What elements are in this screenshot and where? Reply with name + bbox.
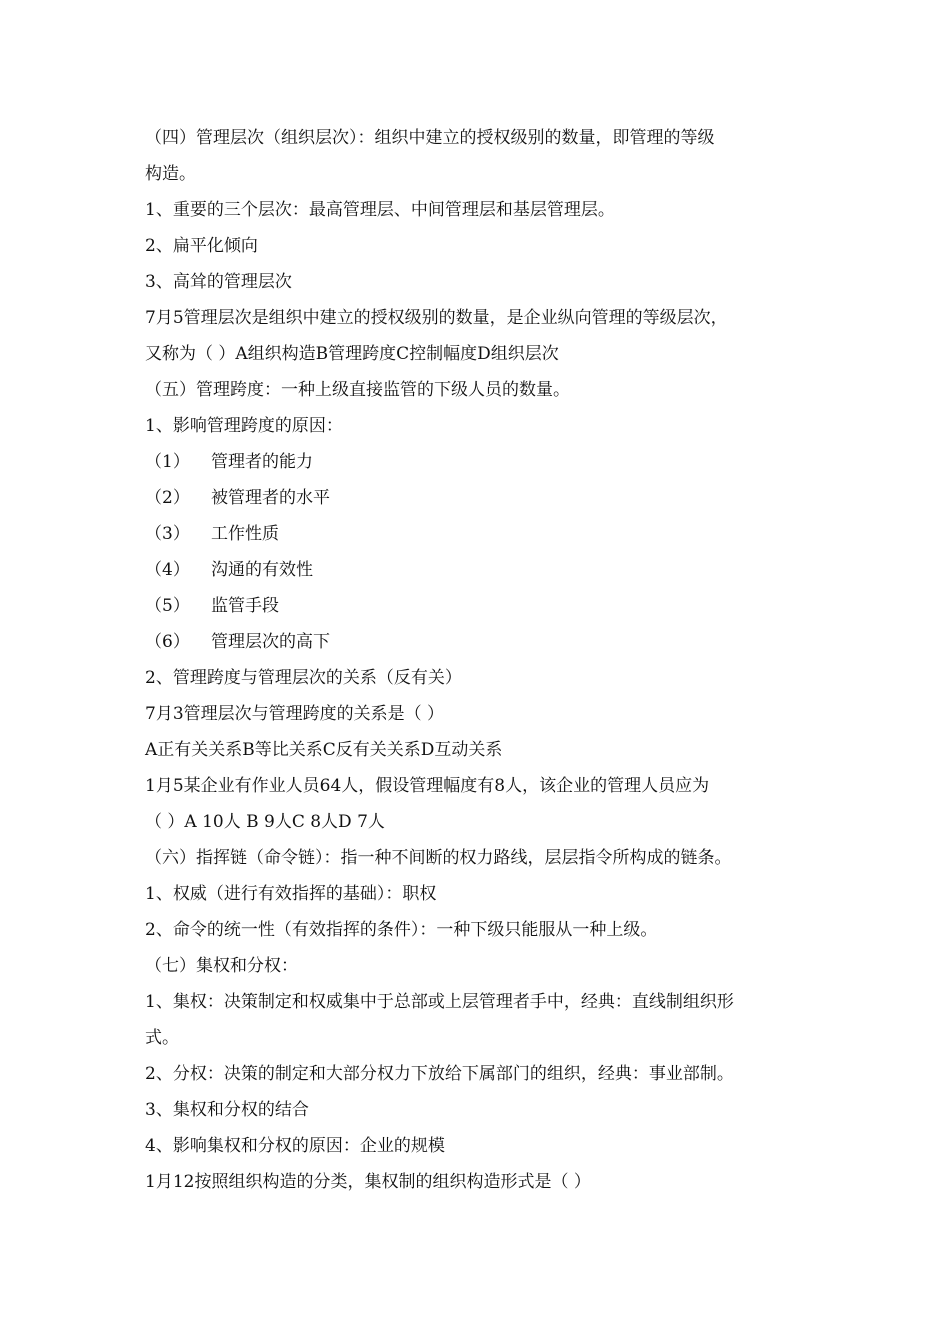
section-heading-management-levels: （四）管理层次（组织层次）：组织中建立的授权级别的数量，即管理的等级 xyxy=(145,128,715,148)
factor-item xyxy=(145,444,820,480)
section-heading-centralization: （七）集权和分权： xyxy=(145,956,298,976)
list-item: 1、重要的三个层次：最高管理层、中间管理层和基层管理层。 xyxy=(145,200,615,220)
question-line: 7月5管理层次是组织中建立的授权级别的数量，是企业纵向管理的等级层次， xyxy=(145,308,728,328)
factor-number: （5） xyxy=(145,596,190,616)
paragraph-line: 式。 xyxy=(145,1028,179,1048)
factor-number: （3） xyxy=(145,524,190,544)
list-item: 1、影响管理跨度的原因： xyxy=(145,416,343,436)
factor-text: 被管理者的水平 xyxy=(211,488,330,508)
factor-number: （2） xyxy=(145,488,190,508)
list-item: 2、管理跨度与管理层次的关系（反有关） xyxy=(145,668,462,688)
factor-item xyxy=(145,588,820,624)
paragraph-line: 构造。 xyxy=(145,164,196,184)
list-item: 3、集权和分权的结合 xyxy=(145,1100,309,1120)
factor-item xyxy=(145,480,820,516)
list-item: 4、影响集权和分权的原因：企业的规模 xyxy=(145,1136,445,1156)
list-item: 2、扁平化倾向 xyxy=(145,236,258,256)
factor-item xyxy=(145,516,820,552)
list-item: 2、分权：决策的制定和大部分权力下放给下属部门的组织，经典：事业部制。 xyxy=(145,1064,734,1084)
question-line: 1月5某企业有作业人员64人，假设管理幅度有8人，该企业的管理人员应为 xyxy=(145,776,710,796)
factor-text: 工作性质 xyxy=(211,524,279,544)
factor-text: 监管手段 xyxy=(211,596,279,616)
section-heading-management-span: （五）管理跨度：一种上级直接监管的下级人员的数量。 xyxy=(145,380,570,400)
list-item: 3、高耸的管理层次 xyxy=(145,272,292,292)
question-options: A正有关关系B等比关系C反有关关系D互动关系 xyxy=(145,740,503,760)
list-item: 1、权威（进行有效指挥的基础）：职权 xyxy=(145,884,437,904)
factor-number: （1） xyxy=(145,452,190,472)
list-item: 1、集权：决策制定和权威集中于总部或上层管理者手中，经典：直线制组织形 xyxy=(145,992,734,1012)
factor-text: 管理层次的高下 xyxy=(211,632,330,652)
question-options: （ ）A 10人 B 9人C 8人D 7人 xyxy=(145,812,385,832)
factor-text: 管理者的能力 xyxy=(211,452,313,472)
question-line: 7月3管理层次与管理跨度的关系是（ ） xyxy=(145,704,445,724)
factor-number: （4） xyxy=(145,560,190,580)
question-line: 1月12按照组织构造的分类，集权制的组织构造形式是（ ） xyxy=(145,1172,591,1192)
factor-number: （6） xyxy=(145,632,190,652)
document-body xyxy=(145,120,820,1200)
section-heading-chain-of-command: （六）指挥链（命令链）：指一种不间断的权力路线，层层指令所构成的链条。 xyxy=(145,848,732,868)
factor-item xyxy=(145,552,820,588)
list-item: 2、命令的统一性（有效指挥的条件）：一种下级只能服从一种上级。 xyxy=(145,920,658,940)
factor-item xyxy=(145,624,820,660)
question-line: 又称为（ ）A组织构造B管理跨度C控制幅度D组织层次 xyxy=(145,344,559,364)
factor-text: 沟通的有效性 xyxy=(211,560,313,580)
